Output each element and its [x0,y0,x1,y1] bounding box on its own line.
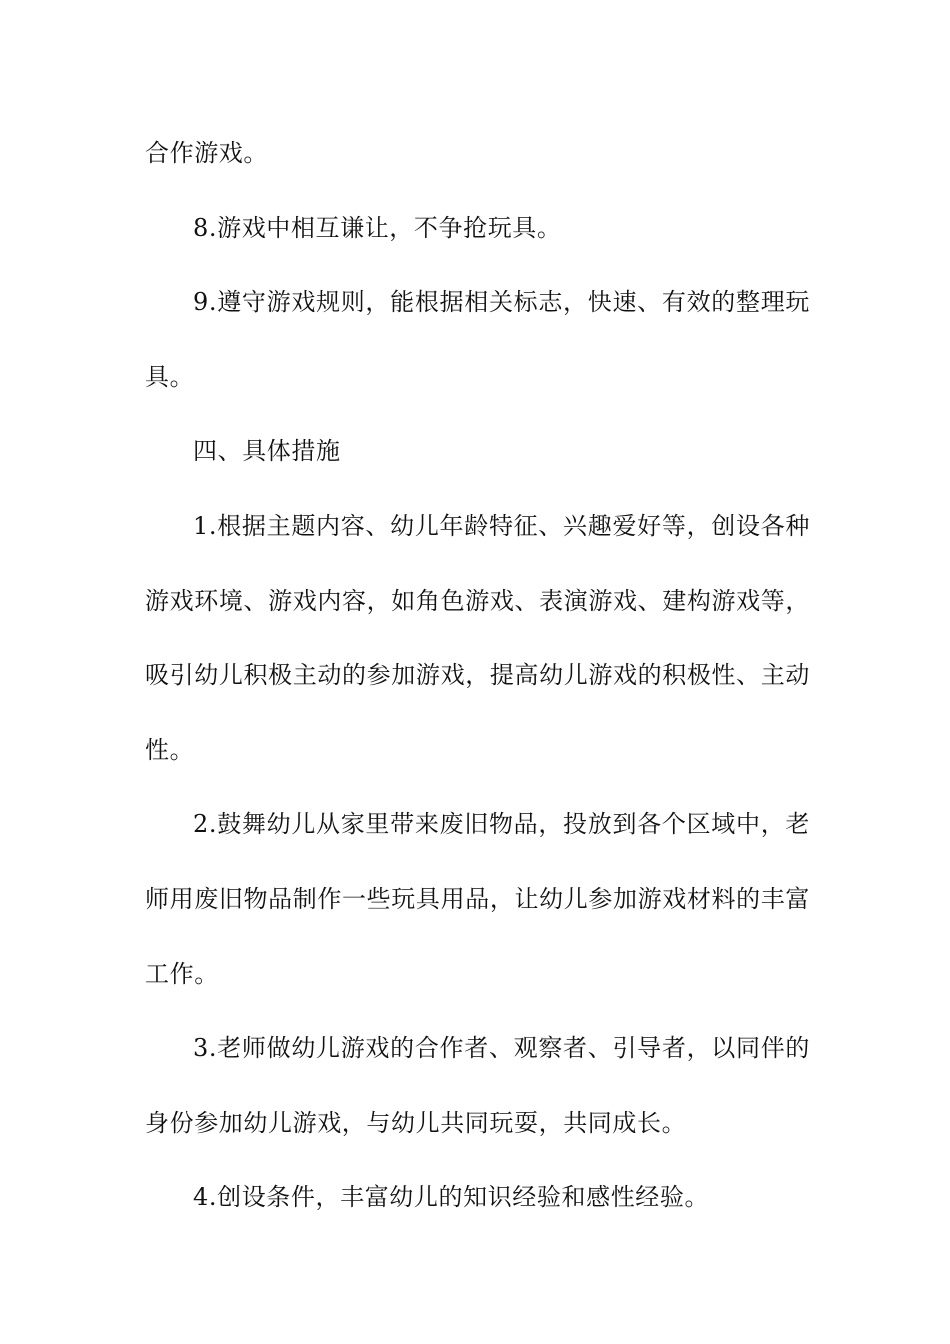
paragraph-measure-1: 1.根据主题内容、幼儿年龄特征、兴趣爱好等，创设各种游戏环境、游戏内容，如角色游戏、表演游戏、建构游戏等，吸引幼儿积极主动的参加游戏，提高幼儿游戏的积极性、主动性。 [145,511,810,764]
document-body [145,116,810,1235]
paragraph-continuation: 合作游戏。 [145,139,268,167]
section-heading: 四、具体措施 [193,437,341,466]
paragraph-item-9: 9.遵守游戏规则，能根据相关标志，快速、有效的整理玩具。 [145,288,810,391]
paragraph-measure-4: 4.创设条件，丰富幼儿的知识经验和感性经验。 [193,1183,710,1212]
paragraph-measure-2: 2.鼓舞幼儿从家里带来废旧物品，投放到各个区域中，老师用废旧物品制作一些玩具用品，让幼儿参加游戏材料的丰富工作。 [145,810,810,988]
paragraph-measure-3: 3.老师做幼儿游戏的合作者、观察者、引导者，以同伴的身份参加幼儿游戏，与幼儿共同玩耍，共同成长。 [145,1034,810,1137]
paragraph-item-8: 8.游戏中相互谦让，不争抢玩具。 [193,213,562,242]
